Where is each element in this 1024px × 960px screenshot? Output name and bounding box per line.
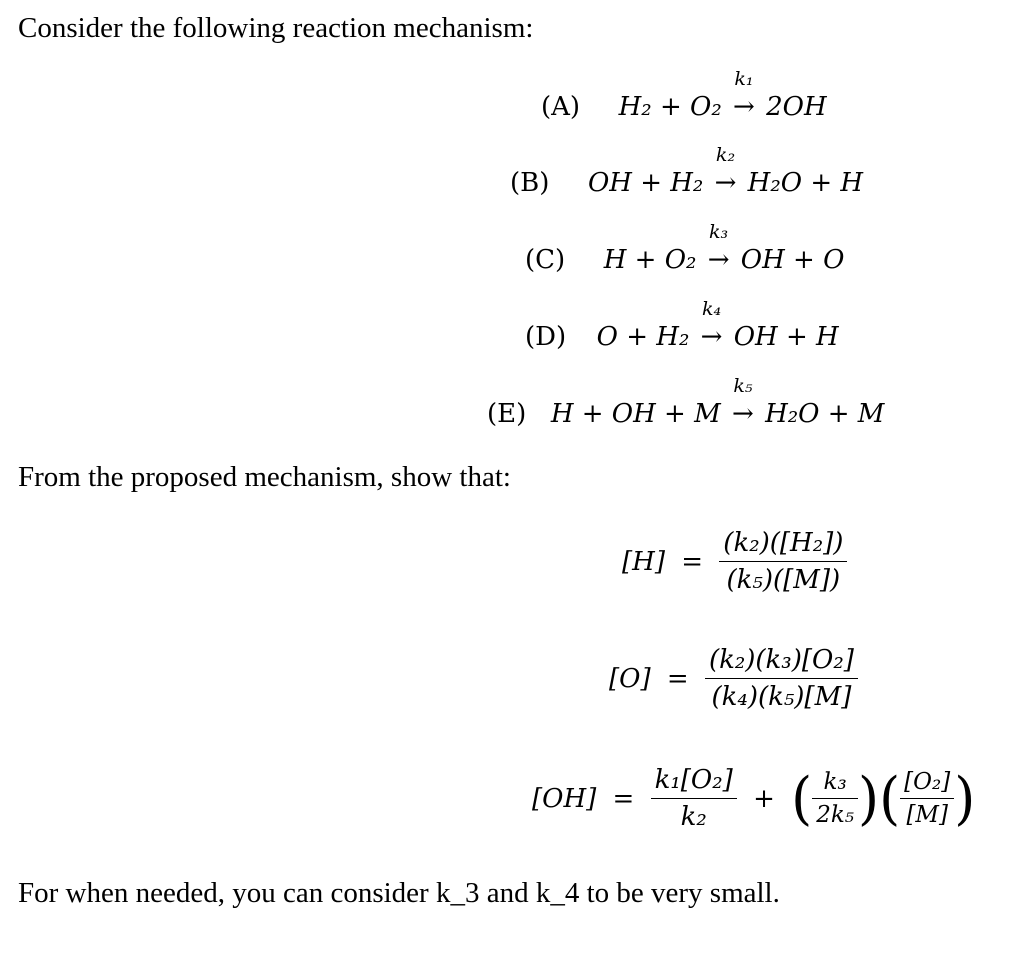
plus-sign: + <box>753 783 775 814</box>
denominator: k₂ <box>651 798 737 832</box>
reaction-e <box>487 375 885 429</box>
rate-arrow: k₄ → <box>700 298 723 352</box>
denominator: (k₄)(k₅)[M] <box>705 678 858 712</box>
fraction <box>719 528 847 595</box>
numerator: k₁[O₂] <box>654 765 733 795</box>
equals-sign: = <box>666 663 689 694</box>
reactants: H₂ + O₂ <box>618 92 722 122</box>
rate-arrow: k₁ → <box>733 68 755 122</box>
rate-constant: k₄ <box>701 298 722 320</box>
products: H₂O + H <box>747 168 864 198</box>
left-paren: ( <box>879 764 901 832</box>
fraction-term2 <box>812 769 858 828</box>
equals-sign: = <box>681 546 704 577</box>
reaction-b <box>510 144 864 198</box>
rate-constant: k₁ <box>734 68 754 90</box>
reaction-label: (A) <box>541 92 581 122</box>
products: H₂O + M <box>765 399 885 429</box>
equation-o <box>609 645 858 712</box>
reactants: H + O₂ <box>603 245 697 275</box>
left-paren: ( <box>791 764 813 832</box>
numerator: (k₂)([H₂]) <box>723 528 844 558</box>
reaction-c <box>525 221 845 275</box>
reactants: OH + H₂ <box>587 168 704 198</box>
products: 2OH <box>766 92 827 122</box>
reaction-label: (E) <box>487 399 527 429</box>
show-that-text: From the proposed mechanism, show that: <box>18 461 511 493</box>
reaction-label: (C) <box>525 245 566 275</box>
fraction-term1 <box>651 765 737 832</box>
numerator: [O₂] <box>904 769 951 795</box>
equation-lhs: [OH] <box>532 783 597 814</box>
products: OH + O <box>740 245 845 275</box>
rate-arrow: k₅ → <box>732 375 754 429</box>
rate-arrow: k₃ → <box>707 221 730 275</box>
equation-oh <box>532 765 975 832</box>
reaction-label: (D) <box>525 322 567 352</box>
rate-constant: k₂ <box>715 144 736 166</box>
rate-arrow: k₂ → <box>714 144 737 198</box>
equation-h <box>622 528 847 595</box>
intro-text: Consider the following reaction mechanism: <box>18 12 534 44</box>
numerator: k₃ <box>823 769 847 795</box>
denominator: (k₅)([M]) <box>719 561 847 595</box>
denominator: 2k₅ <box>812 798 858 828</box>
reactants: H + OH + M <box>550 399 721 429</box>
reaction-d <box>525 298 839 352</box>
denominator: [M] <box>900 798 954 828</box>
rate-constant: k₅ <box>733 375 753 397</box>
products: OH + H <box>733 322 839 352</box>
equals-sign: = <box>612 783 635 814</box>
fraction <box>705 645 858 712</box>
reaction-label: (B) <box>510 168 550 198</box>
reactants: O + H₂ <box>596 322 690 352</box>
equation-lhs: [O] <box>609 663 651 694</box>
right-paren: ) <box>954 764 976 832</box>
note-text: For when needed, you can consider k_3 and k_4 to be very small. <box>18 877 780 909</box>
rate-constant: k₃ <box>709 221 729 243</box>
right-paren: ) <box>858 764 880 832</box>
fraction-term3 <box>900 769 954 828</box>
numerator: (k₂)(k₃)[O₂] <box>708 645 854 675</box>
reaction-a <box>541 68 827 122</box>
equation-lhs: [H] <box>622 546 665 577</box>
